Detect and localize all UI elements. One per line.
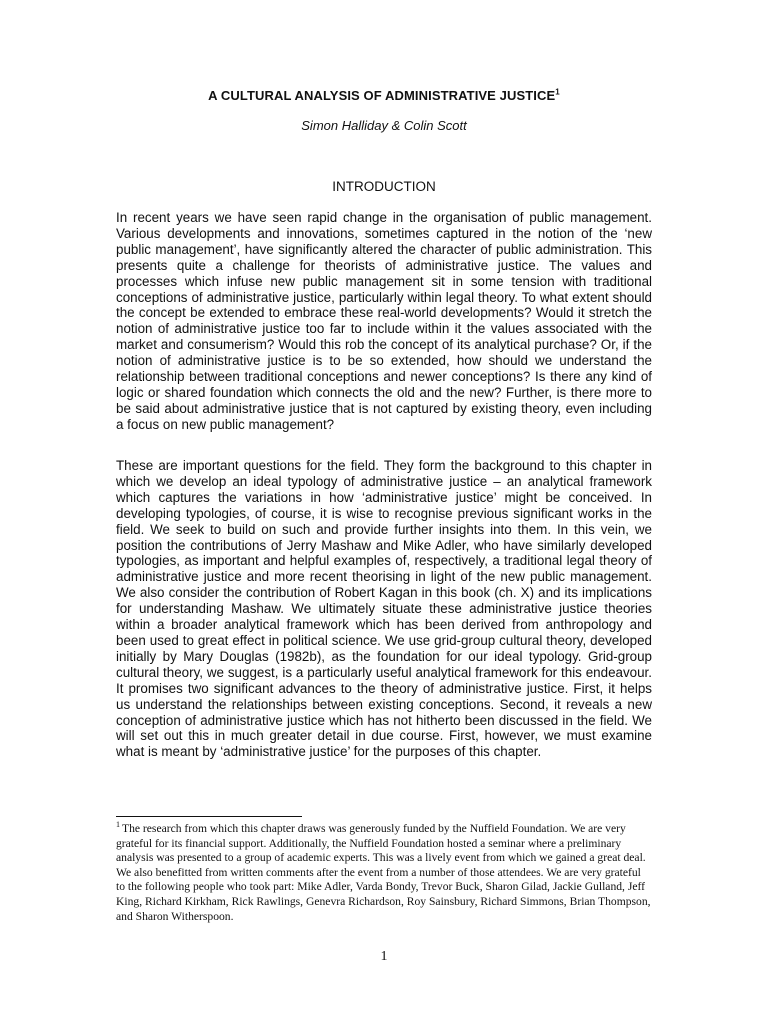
author-line: Simon Halliday & Colin Scott	[301, 118, 467, 133]
title-text: A CULTURAL ANALYSIS OF ADMINISTRATIVE JUSTICE	[208, 88, 556, 103]
footnote-separator	[116, 816, 302, 817]
footnote-marker: 1	[116, 820, 120, 830]
section-heading: INTRODUCTION	[332, 179, 436, 194]
body-paragraph-1: In recent years we have seen rapid change in the organisation of public management. Various developments and innovations, sometimes captured in the notion of the ‘new public management’, have significantly altered the character of public administration. This presents quite a challenge for theorists of administrative justice. The values and processes which infuse new public management sit in some tension with traditional conceptions of administrative justice, particularly within legal theory. To what extent should the concept be extended to embrace these real-world developments? Would it stretch the notion of administrative justice too far to include within it the values associated with the market and consumerism? Would this rob the concept of its analytical purchase? Or, if the notion of administrative justice is to be so extended, how should we understand the relationship between traditional conceptions and newer conceptions? Is there any kind of logic or shared foundation which connects the old and the new? Further, is there more to be said about administrative justice that is not captured by existing theory, even including a focus on new public management?	[116, 210, 652, 432]
title-footnote-marker: 1	[555, 87, 560, 97]
footnote-text: The research from which this chapter draws was generously funded by the Nuffield Foundation. We are very grateful for its financial support. Additionally, the Nuffield Foundation hosted a seminar where a preliminary analysis was presented to a group of academic experts. This was a lively event from which we gained a great deal. We also benefitted from written comments after the event from a number of those attendees. We are very grateful to the following people who took part: Mike Adler, Varda Bondy, Trevor Buck, Sharon Gilad, Jackie Gulland, Jeff King, Richard Kirkham, Rick Rawlings, Genevra Richardson, Roy Sainsbury, Richard Simmons, Brian Thompson, and Sharon Witherspoon.	[116, 822, 651, 923]
body-paragraph-2: These are important questions for the field. They form the background to this chapter in which we develop an ideal typology of administrative justice – an analytical framework which captures the variations in how ‘administrative justice’ might be conceived. In developing typologies, of course, it is wise to recognise previous significant works in the field. We seek to build on such and provide further insights into them. In this vein, we position the contributions of Jerry Mashaw and Mike Adler, who have similarly developed typologies, as important and helpful examples of, respectively, a traditional legal theory of administrative justice and more recent theorising in light of the new public management. We also consider the contribution of Robert Kagan in this book (ch. X) and its implications for understanding Mashaw. We ultimately situate these administrative justice theories within a broader analytical framework which has been derived from anthropology and been used to great effect in political science. We use grid-group cultural theory, developed initially by Mary Douglas (1982b), as the foundation for our ideal typology. Grid-group cultural theory, we suggest, is a particularly useful analytical framework for this endeavour. It promises two significant advances to the theory of administrative justice. First, it helps us understand the relationships between existing conceptions. Second, it reveals a new conception of administrative justice which has not hitherto been discussed in the field. We will set out this in much greater detail in due course. First, however, we must examine what is meant by ‘administrative justice’ for the purposes of this chapter.	[116, 458, 652, 760]
footnote	[116, 822, 652, 924]
page-number: 1	[380, 949, 388, 964]
document-title	[0, 88, 768, 103]
